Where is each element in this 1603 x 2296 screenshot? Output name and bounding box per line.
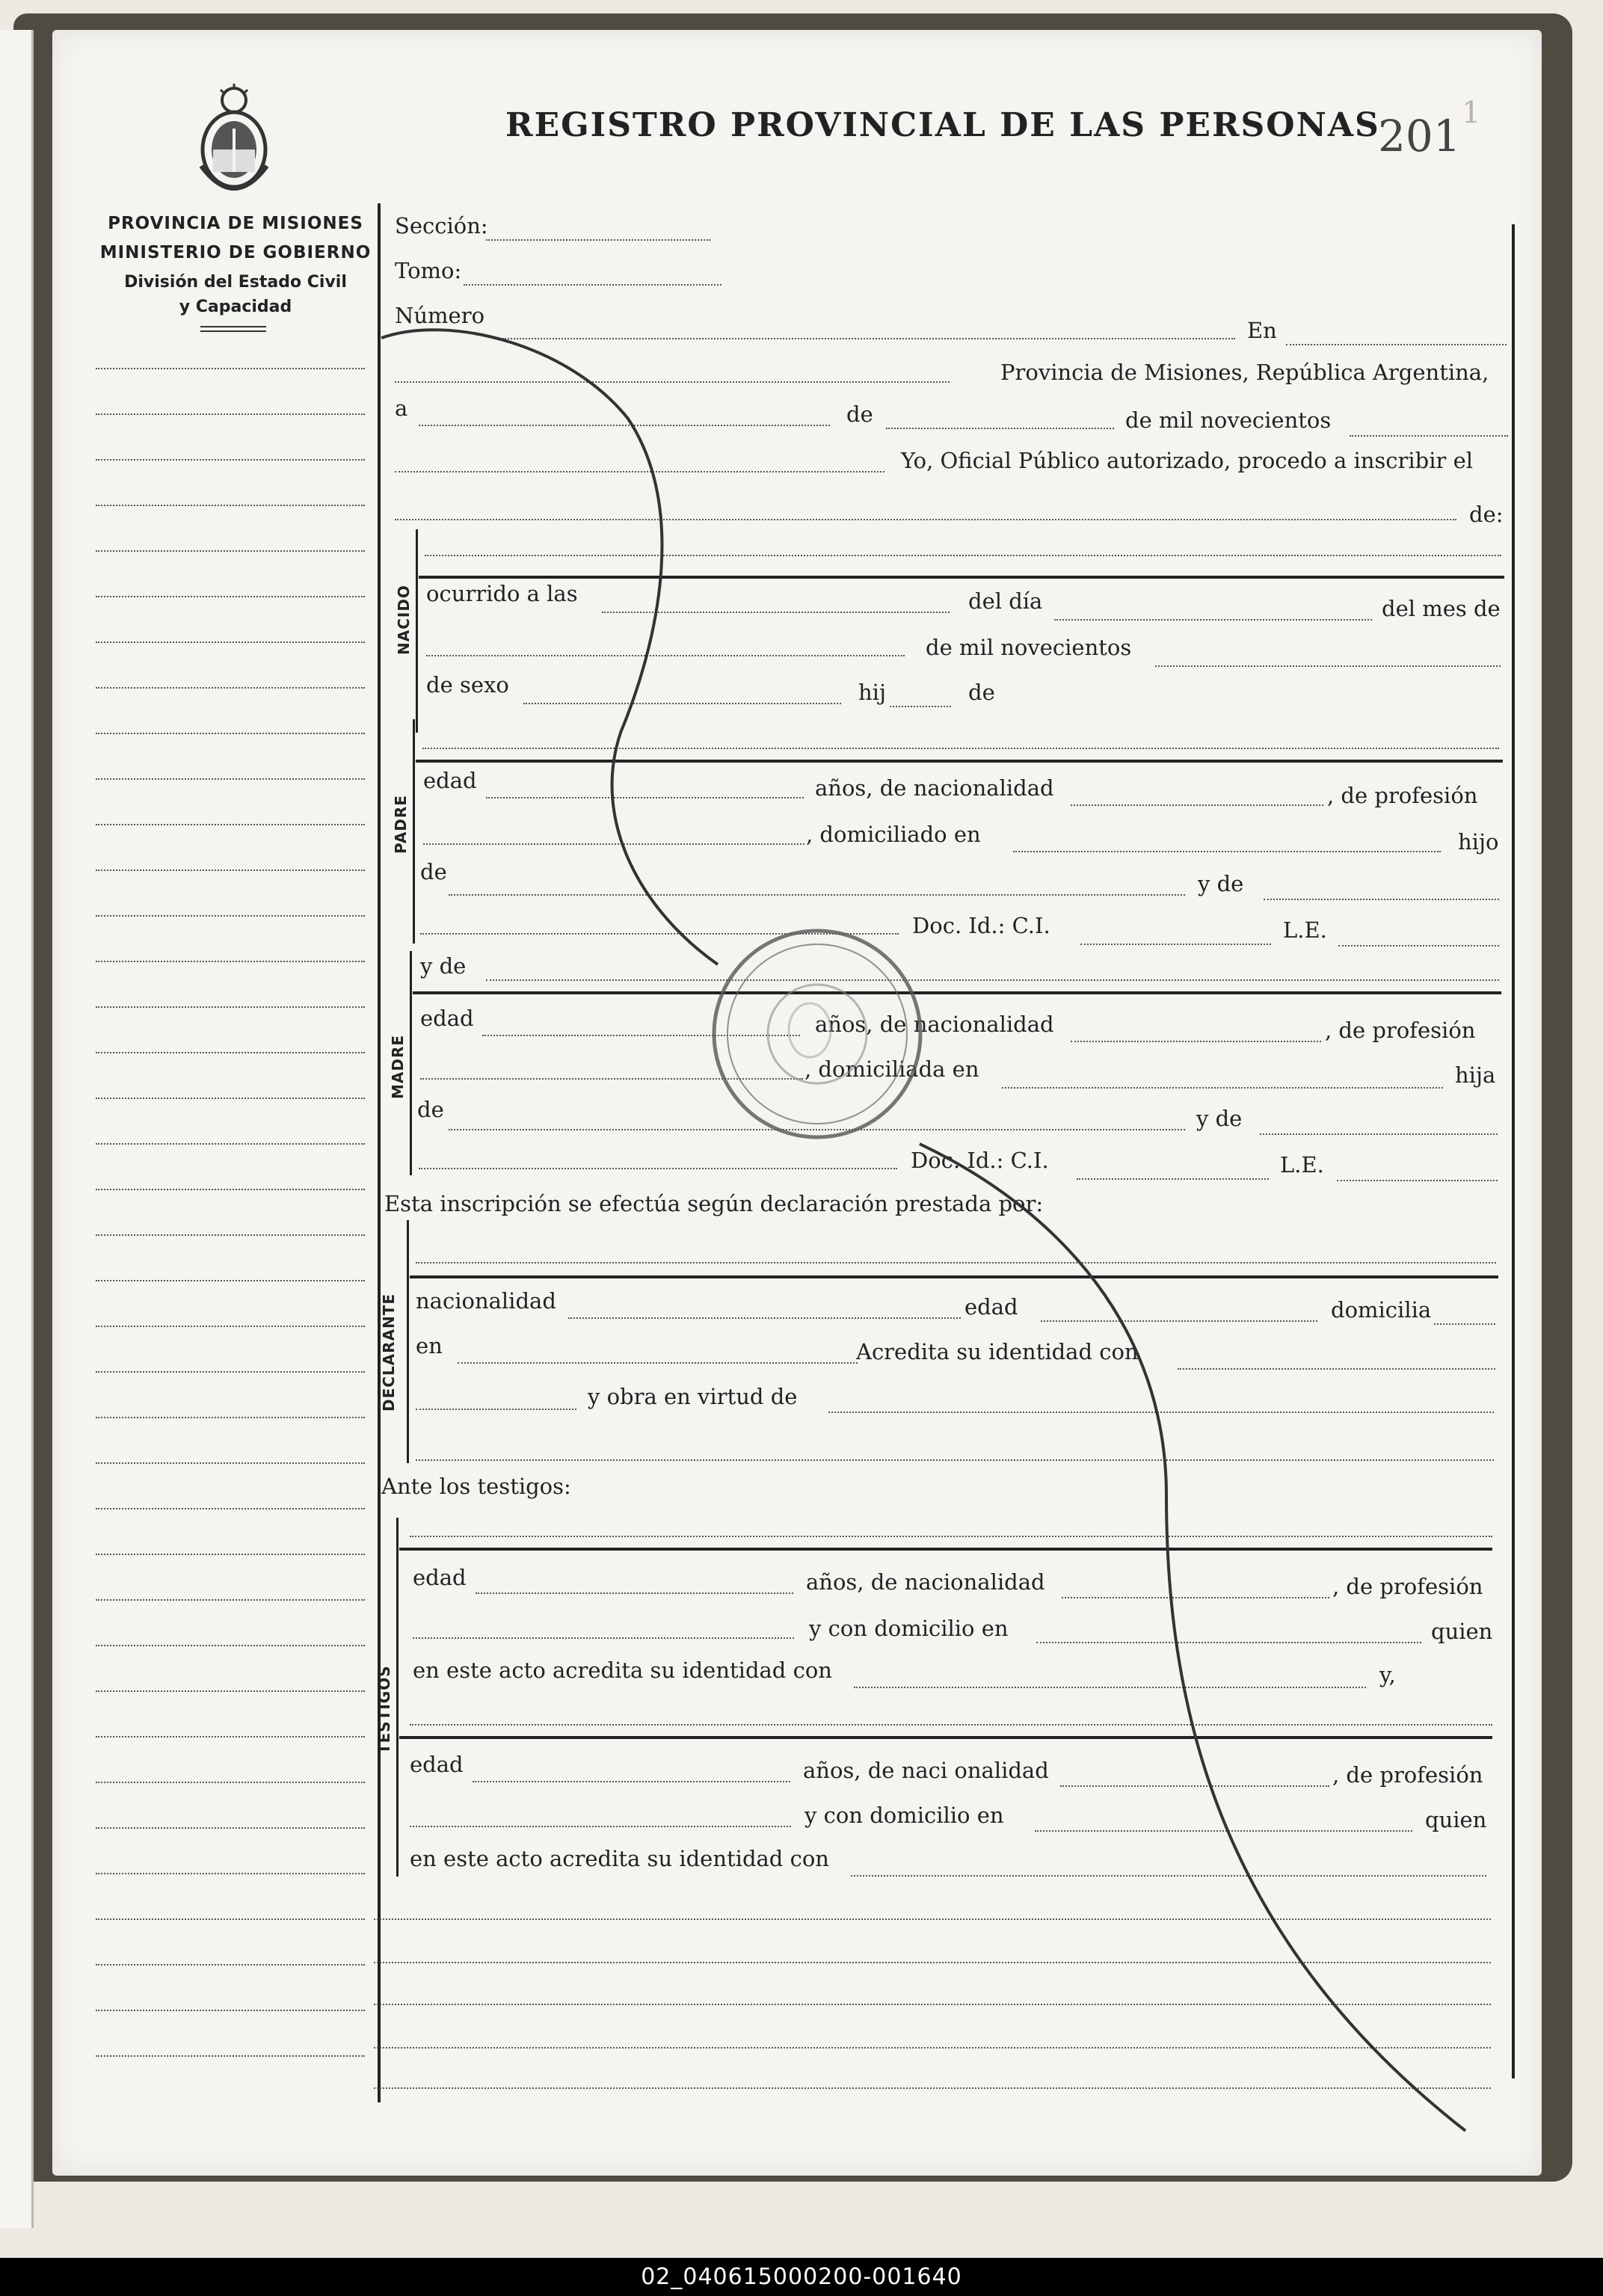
madre-top-rule xyxy=(413,991,1501,994)
margin-line[interactable] xyxy=(96,1508,365,1509)
madre-rule xyxy=(410,951,412,1175)
madre-side-label: MADRE xyxy=(389,1034,407,1099)
double-underline xyxy=(200,326,266,332)
handwritten-page-number: 201 xyxy=(1378,111,1461,161)
margin-line[interactable] xyxy=(96,915,365,917)
testigo2-nacionalidad-field[interactable] xyxy=(1060,1785,1329,1787)
testigo2-domicilio-label: y con domicilio en xyxy=(804,1803,1004,1828)
ante-testigos-text: Ante los testigos: xyxy=(381,1474,571,1499)
margin-line[interactable] xyxy=(96,778,365,780)
testigo2-domicilio-field[interactable] xyxy=(1035,1830,1412,1832)
sexo-label: de sexo xyxy=(426,672,509,698)
margin-line[interactable] xyxy=(96,1554,365,1555)
declarante-edad-label: edad xyxy=(964,1294,1018,1320)
dia-field[interactable] xyxy=(1054,619,1372,621)
margin-line[interactable] xyxy=(96,1280,365,1281)
mes-field[interactable] xyxy=(426,655,905,656)
testigo1-profesion-field[interactable] xyxy=(413,1637,794,1639)
testigo1-acredita-label: en este acto acredita su identidad con xyxy=(413,1658,832,1683)
division-heading-2: y Capacidad xyxy=(179,298,292,316)
margin-line[interactable] xyxy=(96,2010,365,2011)
margin-line[interactable] xyxy=(96,1462,365,1464)
hij-label: hij xyxy=(858,680,886,705)
declarante-edad-field[interactable] xyxy=(1041,1320,1317,1322)
testigo1-domicilio-label: y con domicilio en xyxy=(809,1616,1009,1641)
declarante-en-field[interactable] xyxy=(458,1362,858,1364)
testigos-rule xyxy=(396,1518,399,1877)
margin-line[interactable] xyxy=(96,1736,365,1738)
padre-ci-field[interactable] xyxy=(1080,944,1271,945)
en-label: En xyxy=(1247,318,1277,343)
testigo1-y-label: y, xyxy=(1379,1662,1396,1687)
margin-line[interactable] xyxy=(96,1371,365,1373)
padre-doc-label: Doc. Id.: C.I. xyxy=(912,913,1050,938)
margin-line[interactable] xyxy=(96,459,365,461)
testigo2-profesion-label: , de profesión xyxy=(1332,1762,1483,1788)
madre-domicilio-field[interactable] xyxy=(1002,1087,1443,1089)
margin-line[interactable] xyxy=(96,1645,365,1646)
seccion-label: Sección: xyxy=(395,213,488,238)
declarante-domicilia-field[interactable] xyxy=(1434,1323,1495,1325)
margin-line[interactable] xyxy=(96,1326,365,1327)
margin-line[interactable] xyxy=(96,1599,365,1601)
madre-abuela-field[interactable] xyxy=(1260,1133,1498,1135)
margin-line[interactable] xyxy=(96,961,365,962)
province-text: Provincia de Misiones, República Argentina, xyxy=(1000,360,1489,385)
sexo-cont-field[interactable] xyxy=(422,748,1499,749)
nacido-rule xyxy=(416,529,418,733)
margin-rule xyxy=(378,203,381,2102)
margin-line[interactable] xyxy=(96,1098,365,1099)
testigo1-nacionalidad-field[interactable] xyxy=(1062,1597,1329,1598)
padre-le-label: L.E. xyxy=(1283,917,1327,943)
padre-profesion-label: , de profesión xyxy=(1327,783,1478,808)
margin-line[interactable] xyxy=(96,1006,365,1008)
margin-line[interactable] xyxy=(96,641,365,643)
a-label: a xyxy=(395,396,408,421)
padre-abuela-field[interactable] xyxy=(1264,899,1499,900)
padre-de-label: de xyxy=(420,859,447,884)
del-mes-label: del mes de xyxy=(1382,596,1501,621)
en-field[interactable] xyxy=(1286,344,1507,345)
margin-line[interactable] xyxy=(96,1189,365,1190)
hora-field[interactable] xyxy=(602,612,950,613)
margin-line[interactable] xyxy=(96,1782,365,1783)
madre-profesion-label: , de profesión xyxy=(1325,1018,1476,1043)
padre-edad-label: edad xyxy=(423,768,477,793)
madre-y-de-label: y de xyxy=(1196,1106,1243,1131)
testigo2-acredita-field[interactable] xyxy=(851,1875,1486,1877)
madre-nacionalidad-field[interactable] xyxy=(1071,1041,1321,1042)
padre-top-rule xyxy=(416,760,1503,763)
notes-line-1[interactable] xyxy=(374,1918,1491,1920)
margin-line[interactable] xyxy=(96,687,365,689)
province-heading: PROVINCIA DE MISIONES xyxy=(108,214,363,233)
declarante-acredita-label: Acredita su identidad con xyxy=(856,1339,1139,1364)
margin-line[interactable] xyxy=(96,368,365,369)
madre-le-label: L.E. xyxy=(1280,1152,1324,1178)
madre-nacionalidad-label: años, de nacionalidad xyxy=(815,1012,1054,1037)
month-field[interactable] xyxy=(886,428,1114,429)
tomo-label: Tomo: xyxy=(395,258,462,283)
testigo2-quien-label: quien xyxy=(1425,1807,1487,1832)
margin-line[interactable] xyxy=(96,550,365,552)
margin-line[interactable] xyxy=(96,870,365,871)
padre-edad-field[interactable] xyxy=(486,797,804,798)
oficial-pre-field[interactable] xyxy=(395,471,884,473)
de-label: de xyxy=(846,401,873,427)
sexo-field[interactable] xyxy=(523,703,841,704)
margin-line[interactable] xyxy=(96,413,365,415)
testigo2-nacionalidad-label: años, de naci onalidad xyxy=(803,1758,1049,1783)
testigo2-top-rule xyxy=(399,1736,1492,1739)
tomo-field[interactable] xyxy=(464,284,721,286)
nacido-mil-label: de mil novecientos xyxy=(926,635,1132,660)
margin-line[interactable] xyxy=(96,2055,365,2057)
declarante-name-field[interactable] xyxy=(416,1262,1496,1264)
document-title: REGISTRO PROVINCIAL DE LAS PERSONAS xyxy=(505,106,1380,144)
testigo1-acredita-field[interactable] xyxy=(854,1687,1366,1688)
padre-side-label: PADRE xyxy=(392,795,410,854)
coat-of-arms-icon xyxy=(191,84,277,203)
nacido-de-label: de xyxy=(968,680,995,705)
declaracion-text: Esta inscripción se efectúa según declaración prestada por: xyxy=(384,1191,1044,1216)
a-field[interactable] xyxy=(419,425,830,426)
nacido-name-field[interactable] xyxy=(425,555,1501,556)
testigo1-quien-label: quien xyxy=(1431,1619,1493,1644)
margin-line[interactable] xyxy=(96,596,365,597)
testigo1-top-rule xyxy=(399,1548,1492,1551)
notes-line-2[interactable] xyxy=(374,1962,1491,1963)
year-field[interactable] xyxy=(1350,435,1508,437)
hij-field[interactable] xyxy=(890,706,951,707)
scan-identifier: 02_040615000200-001640 xyxy=(0,2258,1603,2296)
testigo2-edad-label: edad xyxy=(410,1752,464,1777)
notes-line-4[interactable] xyxy=(374,2047,1491,2049)
margin-line[interactable] xyxy=(96,824,365,825)
padre-profesion-field[interactable] xyxy=(423,843,804,845)
inscribe-field[interactable] xyxy=(395,519,1456,520)
padre-nacionalidad-field[interactable] xyxy=(1071,804,1323,806)
madre-domiciliada-label: , domiciliada en xyxy=(804,1056,979,1082)
margin-line[interactable] xyxy=(96,1873,365,1874)
margin-line[interactable] xyxy=(96,505,365,506)
padre-hijo-label: hijo xyxy=(1458,829,1499,855)
declarante-acredita-field[interactable] xyxy=(1178,1368,1495,1370)
declarante-pre-obra-field[interactable] xyxy=(416,1409,576,1410)
faint-pencil-mark: 1 xyxy=(1462,96,1481,130)
margin-line[interactable] xyxy=(96,1964,365,1966)
testigo2-edad-field[interactable] xyxy=(473,1781,790,1782)
madre-edad-label: edad xyxy=(420,1006,474,1031)
testigo2-name-field[interactable] xyxy=(410,1724,1492,1726)
madre-hija-label: hija xyxy=(1455,1062,1496,1088)
testigo1-domicilio-field[interactable] xyxy=(1036,1642,1421,1643)
de2-label: de: xyxy=(1469,502,1504,527)
official-seal-stamp-icon xyxy=(709,926,926,1142)
padre-ydr-field[interactable] xyxy=(486,979,1499,981)
margin-line[interactable] xyxy=(96,1234,365,1236)
place-field[interactable] xyxy=(395,381,950,383)
padre-le-field[interactable] xyxy=(1338,945,1499,947)
madre-y-de-top-label: y de xyxy=(420,953,467,979)
padre-y-de-label: y de xyxy=(1198,871,1244,896)
margin-line[interactable] xyxy=(96,1690,365,1692)
testigo1-edad-label: edad xyxy=(413,1565,467,1590)
madre-de-label: de xyxy=(417,1097,444,1122)
declarante-top-rule xyxy=(410,1275,1498,1278)
testigo1-name-field[interactable] xyxy=(410,1536,1492,1537)
numero-field[interactable] xyxy=(502,338,1235,339)
margin-line[interactable] xyxy=(96,1918,365,1920)
declarante-domicilia-label: domicilia xyxy=(1331,1297,1432,1323)
declarante-rule xyxy=(407,1220,409,1463)
oficial-text: Yo, Oficial Público autorizado, procedo a inscribir el xyxy=(901,448,1474,473)
testigo2-profesion-field[interactable] xyxy=(410,1826,791,1827)
padre-domicilio-field[interactable] xyxy=(1013,851,1441,852)
seccion-field[interactable] xyxy=(486,239,710,241)
testigos-side-label: TESTIGOS xyxy=(375,1665,393,1754)
declarante-cont-field[interactable] xyxy=(416,1459,1494,1461)
nacido-top-rule xyxy=(419,576,1504,579)
declarante-en-label: en xyxy=(416,1333,443,1358)
notes-line-3[interactable] xyxy=(374,2004,1491,2005)
ocurrido-label: ocurrido a las xyxy=(426,581,578,606)
margin-line[interactable] xyxy=(96,1417,365,1418)
testigo2-acredita-label: en este acto acredita su identidad con xyxy=(410,1846,829,1871)
padre-nacionalidad-label: años, de nacionalidad xyxy=(815,775,1054,801)
margin-line[interactable] xyxy=(96,1143,365,1145)
madre-ci-field[interactable] xyxy=(1077,1178,1269,1180)
padre-rule xyxy=(413,719,415,944)
declarante-nacionalidad-field[interactable] xyxy=(568,1317,961,1319)
testigo1-profesion-label: , de profesión xyxy=(1332,1574,1483,1599)
nacido-side-label: NACIDO xyxy=(395,585,413,655)
testigo1-edad-field[interactable] xyxy=(476,1592,793,1594)
testigo1-nacionalidad-label: años, de nacionalidad xyxy=(806,1569,1045,1595)
mil-novecientos-label: de mil novecientos xyxy=(1125,407,1332,433)
ministry-heading: MINISTERIO DE GOBIERNO xyxy=(99,243,372,262)
del-dia-label: del día xyxy=(968,588,1043,614)
margin-line[interactable] xyxy=(96,1052,365,1053)
margin-line[interactable] xyxy=(96,1827,365,1829)
declarante-side-label: DECLARANTE xyxy=(380,1293,398,1412)
division-heading: División del Estado Civil xyxy=(124,273,347,292)
madre-doc-label: Doc. Id.: C.I. xyxy=(911,1148,1049,1173)
adjacent-page-edge xyxy=(0,30,34,2228)
declarante-obra-label: y obra en virtud de xyxy=(588,1384,798,1409)
nacido-year-field[interactable] xyxy=(1155,665,1501,667)
declarante-nacionalidad-label: nacionalidad xyxy=(416,1288,556,1314)
madre-abuelos-cont-field[interactable] xyxy=(419,1168,897,1169)
madre-le-field[interactable] xyxy=(1337,1180,1498,1181)
right-rule xyxy=(1512,224,1515,2078)
notes-line-5[interactable] xyxy=(374,2087,1491,2089)
margin-line[interactable] xyxy=(96,733,365,734)
declarante-obra-field[interactable] xyxy=(828,1412,1494,1413)
padre-abuelo-field[interactable] xyxy=(449,894,1185,896)
padre-domiciliado-label: , domiciliado en xyxy=(806,822,981,847)
numero-label: Número xyxy=(395,303,485,328)
